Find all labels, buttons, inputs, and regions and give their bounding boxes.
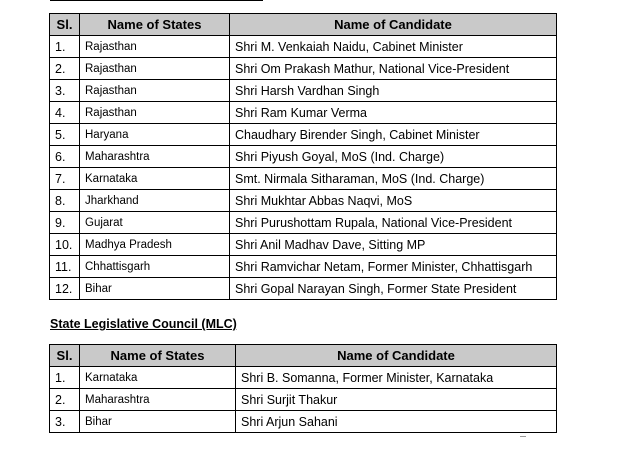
cell-candidate: Shri Anil Madhav Dave, Sitting MP <box>230 234 557 256</box>
cell-candidate: Shri Mukhtar Abbas Naqvi, MoS <box>230 190 557 212</box>
cell-candidate: Shri Gopal Narayan Singh, Former State President <box>230 278 557 300</box>
cell-sl: 10. <box>50 234 80 256</box>
table-row <box>50 389 557 411</box>
header-state: Name of States <box>80 345 236 367</box>
cell-state: Karnataka <box>80 168 230 190</box>
cell-candidate: Chaudhary Birender Singh, Cabinet Minister <box>230 124 557 146</box>
cell-candidate: Shri Om Prakash Mathur, National Vice-President <box>230 58 557 80</box>
cell-sl: 2. <box>50 389 80 411</box>
table-row <box>50 102 557 124</box>
cell-candidate: Shri Harsh Vardhan Singh <box>230 80 557 102</box>
cell-state: Rajasthan <box>80 102 230 124</box>
header-candidate: Name of Candidate <box>236 345 557 367</box>
table-row <box>50 36 557 58</box>
cell-candidate: Smt. Nirmala Sitharaman, MoS (Ind. Charge) <box>230 168 557 190</box>
cell-sl: 6. <box>50 146 80 168</box>
cell-state: Karnataka <box>80 367 236 389</box>
cell-candidate: Shri Surjit Thakur <box>236 389 557 411</box>
header-sl: Sl. <box>50 345 80 367</box>
cell-state: Rajasthan <box>80 80 230 102</box>
table-row <box>50 190 557 212</box>
cell-state: Madhya Pradesh <box>80 234 230 256</box>
mlc-candidates-table <box>49 344 557 433</box>
table-row <box>50 256 557 278</box>
table-row <box>50 234 557 256</box>
cell-state: Haryana <box>80 124 230 146</box>
cell-candidate: Shri M. Venkaiah Naidu, Cabinet Minister <box>230 36 557 58</box>
cell-state: Jharkhand <box>80 190 230 212</box>
header-sl: Sl. <box>50 14 80 36</box>
cell-candidate: Shri Purushottam Rupala, National Vice-President <box>230 212 557 234</box>
top-rule <box>50 0 263 1</box>
table-row <box>50 80 557 102</box>
cell-state: Bihar <box>80 278 230 300</box>
cell-sl: 3. <box>50 411 80 433</box>
table-header-row <box>50 345 557 367</box>
cell-sl: 9. <box>50 212 80 234</box>
cell-candidate: Shri Ram Kumar Verma <box>230 102 557 124</box>
cell-state: Rajasthan <box>80 36 230 58</box>
cell-sl: 1. <box>50 36 80 58</box>
cell-sl: 7. <box>50 168 80 190</box>
cell-sl: 4. <box>50 102 80 124</box>
cell-state: Maharashtra <box>80 389 236 411</box>
cell-candidate: Shri Piyush Goyal, MoS (Ind. Charge) <box>230 146 557 168</box>
cell-state: Maharashtra <box>80 146 230 168</box>
cell-candidate: Shri Arjun Sahani <box>236 411 557 433</box>
section-title-mlc: State Legislative Council (MLC) <box>50 317 237 331</box>
cell-sl: 3. <box>50 80 80 102</box>
table-row <box>50 168 557 190</box>
table-row <box>50 411 557 433</box>
cell-candidate: Shri B. Somanna, Former Minister, Karnataka <box>236 367 557 389</box>
cell-candidate: Shri Ramvichar Netam, Former Minister, Chhattisgarh <box>230 256 557 278</box>
header-state: Name of States <box>80 14 230 36</box>
table-row <box>50 146 557 168</box>
cell-state: Gujarat <box>80 212 230 234</box>
cell-sl: 2. <box>50 58 80 80</box>
table-row <box>50 58 557 80</box>
table-row <box>50 278 557 300</box>
table-row <box>50 212 557 234</box>
header-candidate: Name of Candidate <box>230 14 557 36</box>
cell-state: Bihar <box>80 411 236 433</box>
table-row <box>50 124 557 146</box>
cell-sl: 5. <box>50 124 80 146</box>
rajya-sabha-candidates-table <box>49 13 557 300</box>
table-row <box>50 367 557 389</box>
stray-mark <box>520 436 526 437</box>
cell-sl: 12. <box>50 278 80 300</box>
cell-sl: 11. <box>50 256 80 278</box>
cell-state: Chhattisgarh <box>80 256 230 278</box>
table-header-row <box>50 14 557 36</box>
cell-sl: 1. <box>50 367 80 389</box>
cell-sl: 8. <box>50 190 80 212</box>
cell-state: Rajasthan <box>80 58 230 80</box>
